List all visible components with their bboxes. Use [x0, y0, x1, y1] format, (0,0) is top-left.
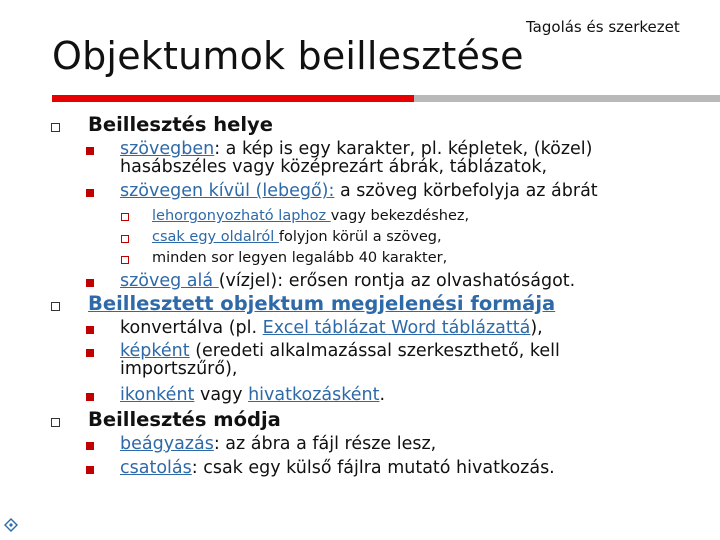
square-bullet-icon [86, 466, 94, 474]
hollow-square-bullet-icon [51, 123, 60, 132]
inline-link[interactable]: szövegben [120, 139, 215, 159]
square-bullet-icon [86, 349, 94, 357]
section-heading-format[interactable]: Beillesztett objektum megjelenési formája [88, 292, 556, 315]
hollow-square-bullet-icon [51, 418, 60, 427]
inline-link[interactable]: beágyazás [120, 434, 214, 454]
square-bullet-icon [86, 189, 94, 197]
inline-link[interactable]: képként [120, 341, 190, 361]
list-item: képként (eredeti alkalmazással szerkeszthető, kell [120, 341, 560, 361]
list-item: szövegen kívül (lebegő): a szöveg körbefolyja az ábrát [120, 181, 598, 201]
square-bullet-icon [86, 393, 94, 401]
inline-link[interactable]: lehorgonyozható laphoz [152, 208, 331, 224]
list-item: csatolás: csak egy külső fájlra mutató hivatkozás. [120, 458, 555, 478]
diamond-logo-icon [4, 518, 18, 532]
hollow-small-bullet-icon [121, 213, 129, 221]
inline-link[interactable]: ikonként [120, 385, 195, 405]
square-bullet-icon [86, 442, 94, 450]
list-item-continuation: importszűrő), [120, 359, 238, 379]
square-bullet-icon [86, 279, 94, 287]
hollow-small-bullet-icon [121, 256, 129, 264]
list-item: beágyazás: az ábra a fájl része lesz, [120, 434, 437, 454]
section-label: Tagolás és szerkezet [526, 18, 680, 36]
section-heading-mode: Beillesztés módja [88, 408, 281, 431]
sub-list-item: csak egy oldalról folyjon körül a szöveg, [152, 229, 442, 245]
list-item: konvertálva (pl. Excel táblázat Word táblázattá), [120, 318, 543, 338]
slide-title: Objektumok beillesztése [52, 34, 524, 78]
hollow-small-bullet-icon [121, 235, 129, 243]
sub-list-item: lehorgonyozható laphoz vagy bekezdéshez, [152, 208, 470, 224]
inline-link[interactable]: Excel táblázat Word táblázattá [262, 318, 531, 338]
list-item-continuation: hasábszéles vagy középrezárt ábrák, táblázatok, [120, 157, 548, 177]
list-item: szöveg alá (vízjel): erősen rontja az olvashatóságot. [120, 271, 576, 291]
inline-link[interactable]: szöveg alá [120, 271, 219, 291]
sub-list-item: minden sor legyen legalább 40 karakter, [152, 250, 448, 266]
list-item: ikonként vagy hivatkozásként. [120, 385, 386, 405]
title-grey-rule [414, 95, 720, 102]
list-item: szövegben: a kép is egy karakter, pl. képletek, (közel) [120, 139, 593, 159]
inline-link[interactable]: szövegen kívül (lebegő): [120, 181, 335, 201]
hollow-square-bullet-icon [51, 302, 60, 311]
section-heading-placement: Beillesztés helye [88, 113, 273, 136]
square-bullet-icon [86, 326, 94, 334]
square-bullet-icon [86, 147, 94, 155]
inline-link[interactable]: hivatkozásként [248, 385, 380, 405]
title-accent-rule [52, 95, 414, 102]
inline-link[interactable]: csatolás [120, 458, 192, 478]
inline-link[interactable]: csak egy oldalról [152, 229, 279, 245]
